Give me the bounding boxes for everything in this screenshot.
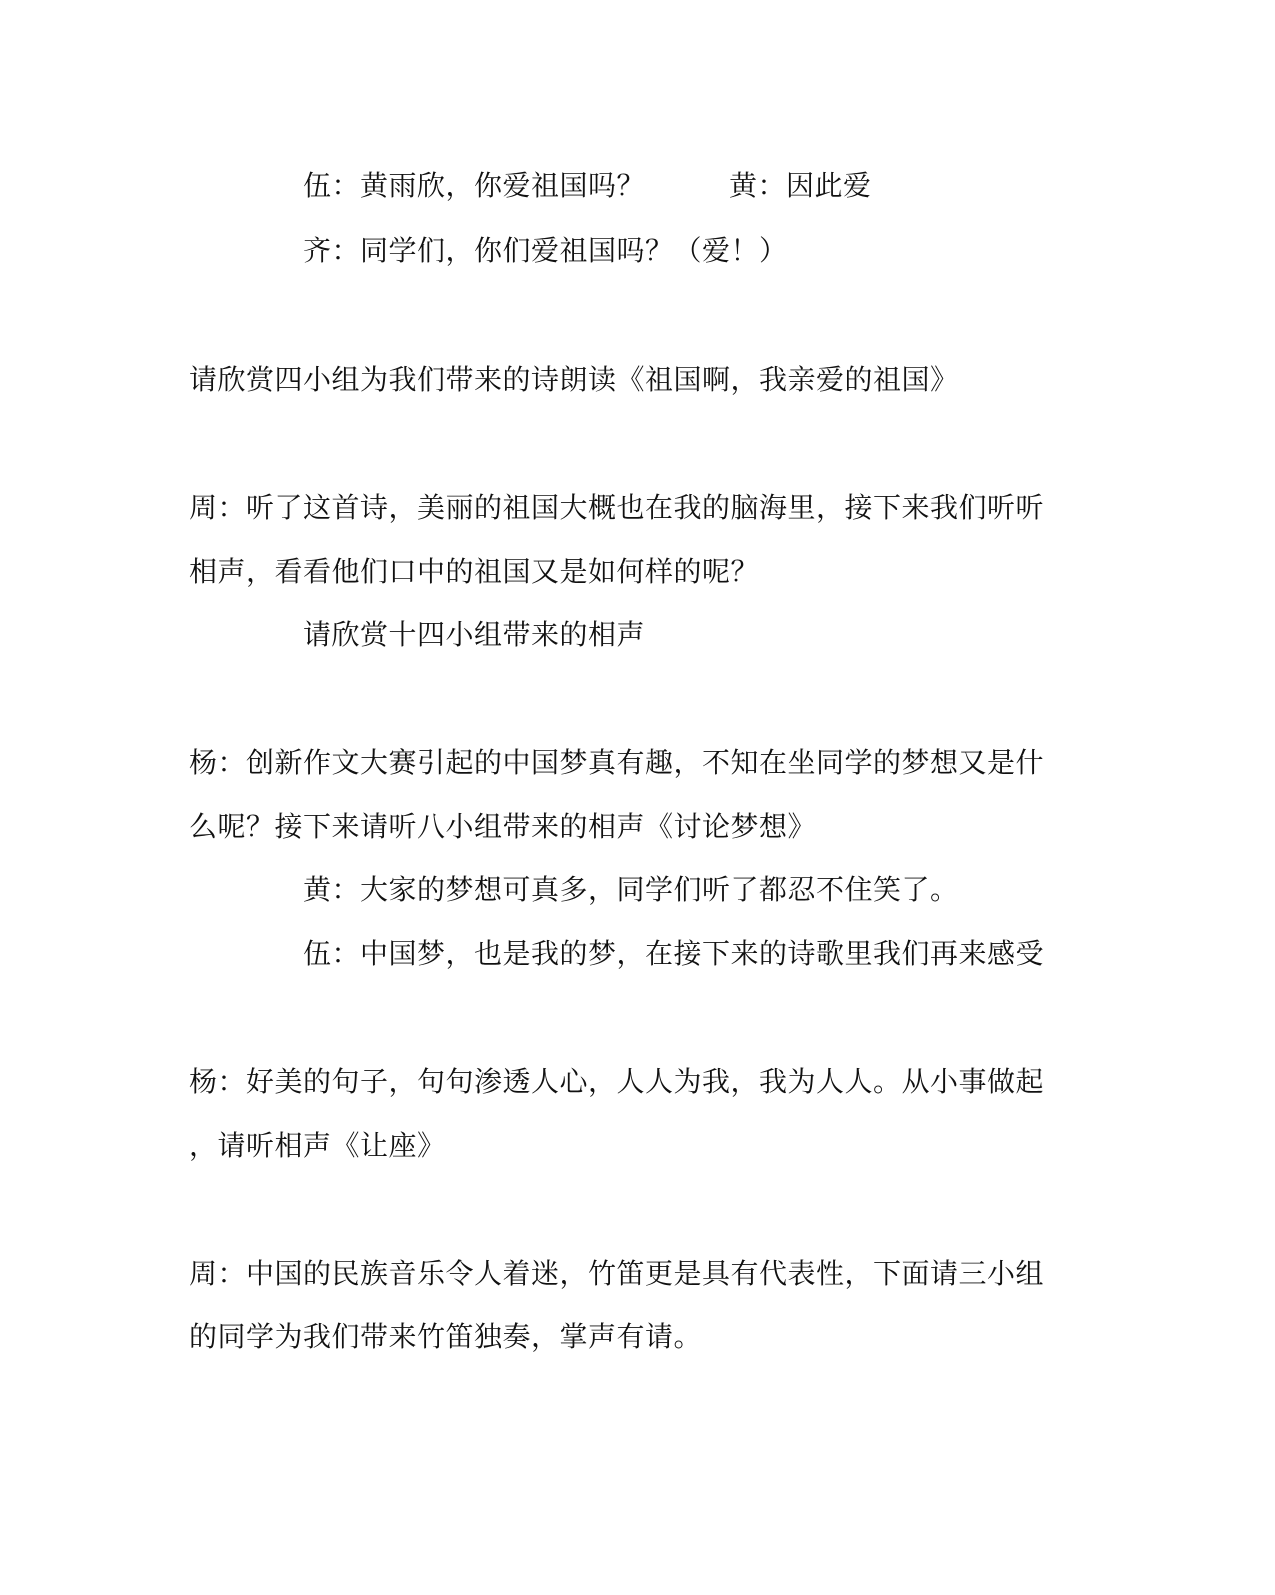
dialogue-line: 伍：黄雨欣，你爱祖国吗？ (303, 169, 646, 202)
paragraph-line: 周：中国的民族音乐令人着迷，竹笛更是具有代表性，下面请三小组 (189, 1257, 1045, 1290)
dialogue-line: 黄：大家的梦想可真多，同学们听了都忍不住笑了。 (303, 873, 959, 906)
paragraph-line: ，请听相声《让座》 (189, 1129, 446, 1162)
dialogue-line: 齐：同学们，你们爱祖国吗？（爱！） (303, 234, 788, 267)
paragraph-line: 请欣赏四小组为我们带来的诗朗读《祖国啊，我亲爱的祖国》 (189, 363, 959, 396)
paragraph-line: 周：听了这首诗，美丽的祖国大概也在我的脑海里，接下来我们听听 (189, 491, 1045, 524)
paragraph-line: 杨：创新作文大赛引起的中国梦真有趣，不知在坐同学的梦想又是什 (189, 746, 1045, 779)
dialogue-line: 伍：中国梦，也是我的梦，在接下来的诗歌里我们再来感受 (303, 937, 1045, 970)
paragraph-line: 么呢？接下来请听八小组带来的相声《讨论梦想》 (189, 810, 817, 843)
dialogue-line: 黄：因此爱 (729, 169, 872, 202)
paragraph-line: 请欣赏十四小组带来的相声 (303, 618, 646, 651)
paragraph-line: 杨：好美的句子，句句渗透人心，人人为我，我为人人。从小事做起 (189, 1065, 1045, 1098)
paragraph-line: 的同学为我们带来竹笛独奏，掌声有请。 (189, 1320, 703, 1353)
paragraph-line: 相声，看看他们口中的祖国又是如何样的呢？ (189, 555, 760, 588)
